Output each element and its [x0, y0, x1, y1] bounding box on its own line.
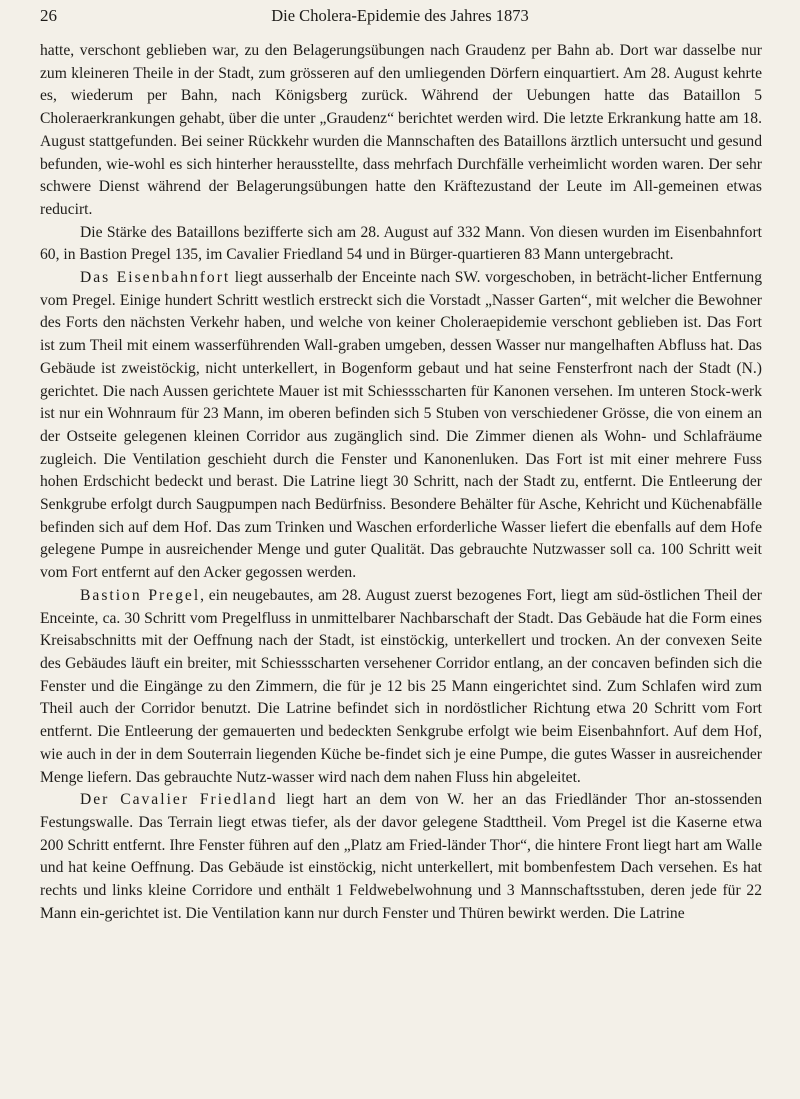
page-header: [40, 2, 760, 30]
page-number: 26: [40, 6, 57, 25]
paragraph-text: Die Stärke des Bataillons bezifferte sich am 28. August auf 332 Mann. Von diesen wurden im Eisenbahnfort 60, in Bastion Pregel 135, im Cavalier Friedland 54 und in Bürger-quartieren 83 Mann untergebracht.: [40, 223, 762, 264]
paragraph-text: liegt hart an dem von W. her an das Friedländer Thor an-stossenden Festungswalle. Das Terrain liegt etwas tiefer, als der davor gelegene Stadttheil. Vom Pregel ist die Kaserne etwa 200 Schritt entfernt. Ihre Fenster führen auf den „Platz am Fried-länder Thor“, die hintere Front liegt hart am Walle und hat keine Oeffnung. Das Gebäude ist einstöckig, nicht unterkellert, mit bombenfestem Dach versehen. Es hat rechts und links kleine Corridore und enthält 1 Feldwebelwohnung und 3 Mannschaftsstuben, deren jede für 22 Mann ein-gerichtet ist. Die Ventilation kann nur durch Fenster und Thüren bewirkt werden. Die Latrine: [40, 791, 762, 922]
paragraph-1: [40, 40, 762, 222]
paragraph-2: [40, 222, 762, 267]
paragraph-4: [40, 585, 762, 789]
paragraph-text: , ein neugebautes, am 28. August zuerst bezogenes Fort, liegt am süd-östlichen Theil der Enceinte, ca. 30 Schritt vom Pregelfluss in unmittelbarer Nachbarschaft der Stadt. Das Gebäude hat die Form eines Kreisabschnitts mit der Oeffnung nach der Stadt, ist einstöckig, unterkellert und trocken. An der convexen Seite des Gebäudes läuft ein breiter, mit Schiessscharten versehener Corridor entlang, an der concaven befinden sich die Fenster und die Eingänge zu den Zimmern, die für je 12 bis 25 Mann eingerichtet sind. Zum Schlafen wird zum Theil auch der Corridor benutzt. Die Latrine befindet sich in nordöstlicher Richtung etwa 20 Schritt vom Fort entfernt. Die Entleerung der gemauerten und bedeckten Senkgrube erfolgt wie beim Eisenbahnfort. Auf dem Hof, wie auch in der in dem Souterrain liegenden Küche be-findet sich je eine Pumpe, die gutes Wasser in ausreichender Menge liefern. Das gebrauchte Nutz-wasser wird nach dem nahen Fluss hin abgeleitet.: [40, 586, 762, 786]
running-title: Die Cholera-Epidemie des Jahres 1873: [271, 6, 529, 25]
paragraph-5: [40, 789, 762, 925]
paragraph-3: [40, 267, 762, 585]
section-lead-bastion-pregel: Bastion Pregel: [80, 586, 201, 604]
paragraph-text: liegt ausserhalb der Enceinte nach SW. vorgeschoben, in beträcht-licher Entfernung vom Pregel. Einige hundert Schritt westlich erstreckt sich die Vorstadt „Nasser Garten“, mit welcher die Bewohner des Forts den nächsten Verkehr haben, und welche von keiner Choleraepidemie verschont geblieben ist. Das Fort ist zum Theil mit einem wasserführenden Wall-graben umgeben, dessen Wasser nur mangelhaften Abfluss hat. Das Gebäude ist zweistöckig, nicht unterkellert, in Bogenform gebaut und hat seine Fensterfront nach der Stadt (N.) gerichtet. Die nach Aussen gerichtete Mauer ist mit Schiessscharten für Kanonen versehen. Im unteren Stock-werk ist nur ein Wohnraum für 23 Mann, im oberen befinden sich 5 Stuben von verschiedener Grösse, die von einem an der Ostseite gelegenen kleinen Corridor aus zugänglich sind. Die Zimmer dienen als Wohn- und Schlafräume zugleich. Die Ventilation geschieht durch die Fenster und Kanonenluken. Das Fort ist mit einer mehrere Fuss hohen Erdschicht bedeckt und berast. Die Latrine liegt 30 Schritt, nach der Stadt zu, entfernt. Die Entleerung der Senkgrube erfolgt durch Saugpumpen nach Bedürfniss. Besondere Behälter für Asche, Kehricht und Küchenabfälle befinden sich auf dem Hof. Das zum Trinken und Waschen erforderliche Wasser liefert die ebenfalls auf dem Hofe gelegene Pumpe in ausreichender Menge und guter Qualität. Das gebrauchte Nutzwasser soll ca. 100 Schritt weit vom Fort entfernt auf den Acker gegossen werden.: [40, 269, 762, 582]
section-lead-eisenbahnfort: Das Eisenbahnfort: [80, 269, 231, 287]
body-text: [40, 40, 762, 925]
paragraph-text: hatte, verschont geblieben war, zu den Belagerungsübungen nach Graudenz per Bahn ab. Dort war dasselbe nur zum kleineren Theile in der Stadt, zum grösseren auf den umliegenden Dörfern einquartiert. Am 28. August kehrte es, wiederum per Bahn, nach Königsberg zurück. Während der Uebungen hatte das Bataillon 5 Choleraerkrankungen gehabt, über die unter „Graudenz“ berichtet werden wird. Die letzte Erkrankung hatte am 18. August stattgefunden. Bei seiner Rückkehr wurden die Mannschaften des Bataillons ärztlich untersucht und gesund befunden, wie-wohl es sich hinterher herausstellte, dass mehrfach Durchfälle verheimlicht worden waren. Der sehr schwere Dienst während der Belagerungsübungen hatte den Kräftezustand der Leute im All-gemeinen etwas reducirt.: [40, 42, 762, 218]
section-lead-cavalier-friedland: Der Cavalier Friedland: [80, 791, 278, 809]
